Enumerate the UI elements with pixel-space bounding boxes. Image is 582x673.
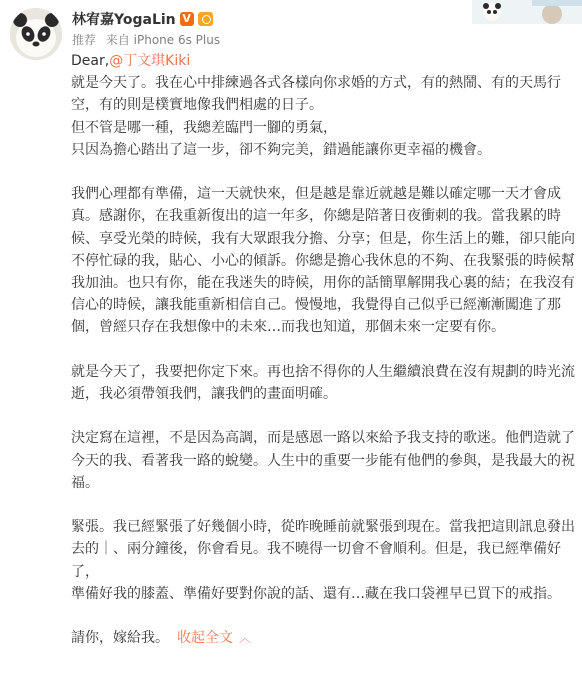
- collapse-label[interactable]: 收起全文: [177, 630, 233, 647]
- post-source[interactable]: 来自 iPhone 6s Plus: [105, 33, 221, 47]
- mention-link[interactable]: @丁文琪Kiki: [109, 53, 191, 69]
- profile-cover-strip: [472, 0, 582, 24]
- username-link[interactable]: 林宥嘉YogaLin: [72, 12, 176, 28]
- paragraph-line: 只因為擔心踏出了這一步，卻不夠完美，錯過能讓你更幸福的機會。: [71, 141, 491, 158]
- paragraph-line: 我們心理都有準備，這一天就快來，但是越是靠近就越是難以確定哪一天才會成真。感謝你，在我重新復出的這一年多，你總是陪著日夜衝刺的我。當我累的時候、享受光榮的時候，我有大眾跟我分擔、分享；但是，你生活上的難，卻只能向不停忙碌的我，貼心、小心的傾訴。你總是擔心我休息的不夠、在我緊張的時候幫我加油。也只有你，能在我迷失的時候，用你的話簡單解開我心裏的結；在我沒有信心的時候，讓我能重新相信自己。慢慢地，我覺得自己似乎已經漸漸闖進了那個，曾經只存在我想像中的未來…而我也知道，那個未來一定要有你。: [71, 186, 575, 336]
- paragraph-line: 就是今天了，我要把你定下來。再也捨不得你的人生繼續浪費在沒有規劃的時光流逝，我必須帶領我們，讓我們的畫面明確。: [71, 363, 575, 403]
- post-body: [71, 50, 577, 649]
- paragraph-line: 但不管是哪一種，我總差臨門一腳的勇氣，: [71, 119, 337, 136]
- paragraph-line: 就是今天了。我在心中排練過各式各樣向你求婚的方式，有的熱鬧、有的天馬行空，有的則是樸實地像我們相處的日子。: [71, 75, 561, 114]
- paragraph-line: 決定寫在這裡，不是因為高調，而是感恩一路以來給予我支持的歌迷。他們造就了今天的我、看著我一路的蛻變。人生中的重要一步能有他們的參與，是我最大的祝福。: [71, 430, 575, 491]
- collapse-full-text-link[interactable]: [177, 630, 251, 646]
- post-meta: [72, 31, 226, 48]
- chevron-up-icon[interactable]: ︿: [239, 631, 252, 646]
- greeting-line: [71, 50, 577, 72]
- post-author: [72, 9, 213, 29]
- verified-badge-icon[interactable]: V: [180, 12, 194, 26]
- fan-badge-icon[interactable]: [198, 12, 213, 26]
- closing-line: [71, 627, 577, 649]
- avatar[interactable]: [10, 8, 62, 60]
- greeting: Dear,: [71, 53, 110, 69]
- paragraph-line: 緊張。我已經緊張了好幾個小時，從昨晚睡前就緊張到現在。當我把這則訊息發出去的｜、兩分鐘後，你會看見。我不曉得一切會不會順利。但是，我已經準備好了，: [71, 519, 575, 580]
- recommend-tag: 推荐: [72, 33, 97, 47]
- paragraph-line: 準備好我的膝蓋、準備好要對你說的話、還有…藏在我口袋裡早已買下的戒指。: [71, 585, 561, 602]
- closing-text: 請你，嫁給我。: [71, 630, 169, 647]
- panda-avatar-icon: [10, 8, 62, 60]
